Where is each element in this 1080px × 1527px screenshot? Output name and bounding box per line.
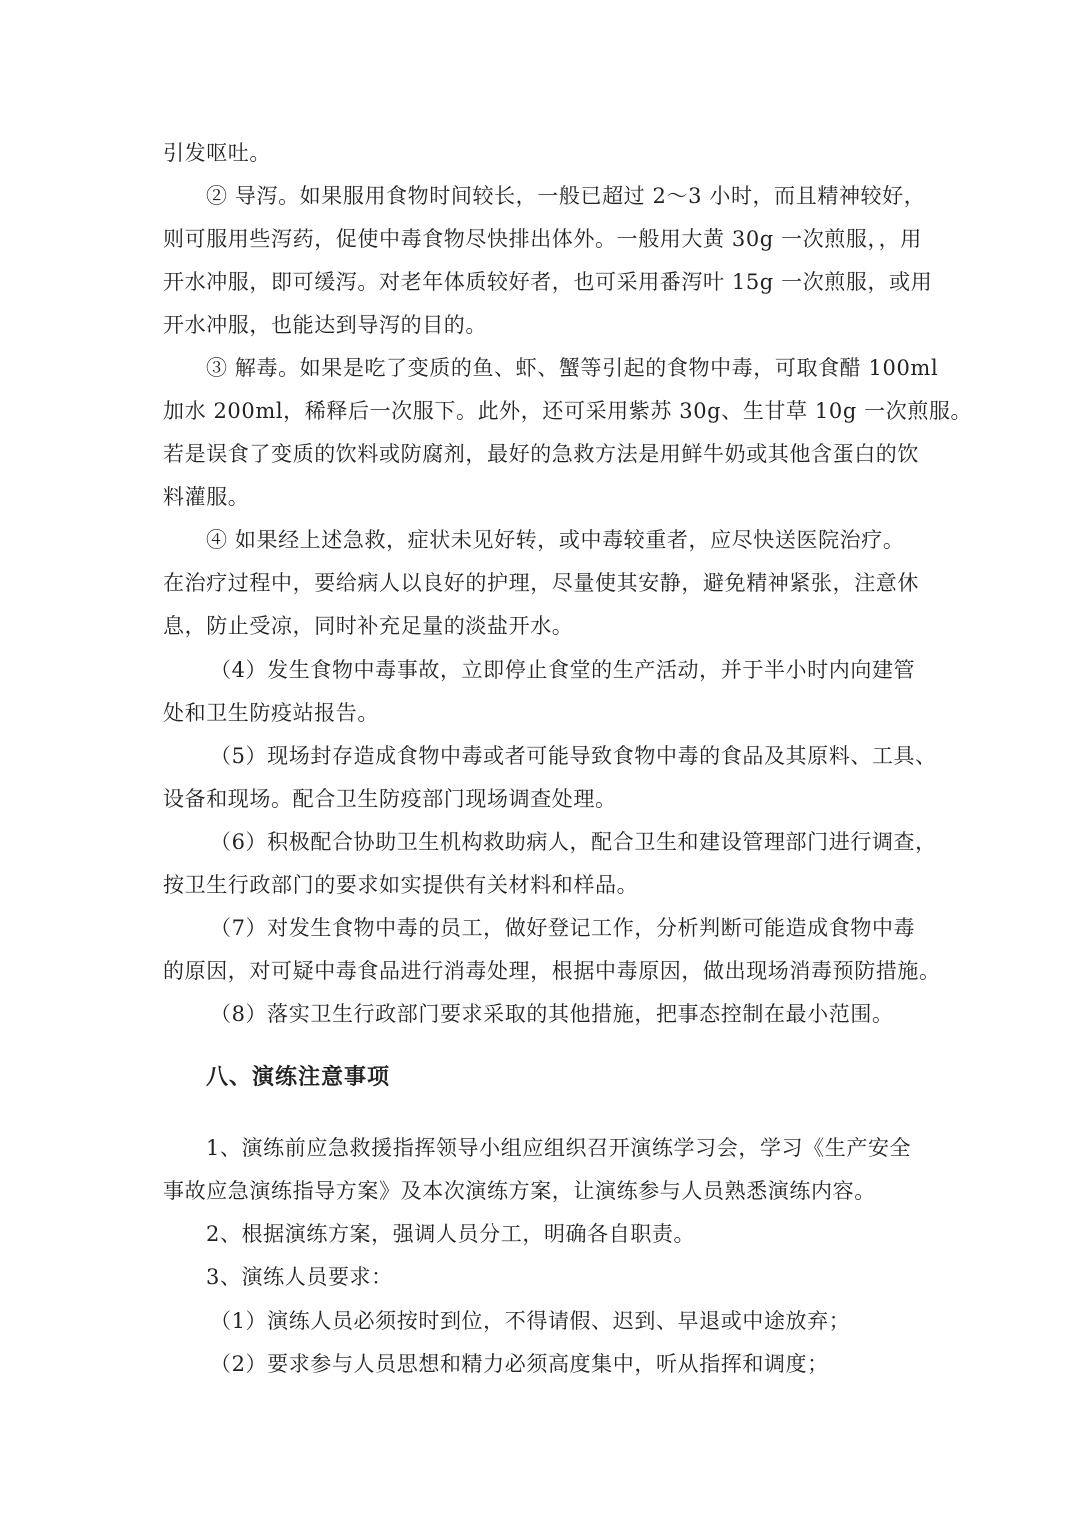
section-heading: 八、演练注意事项: [206, 1065, 391, 1090]
paragraph-line: 料灌服。: [163, 485, 250, 509]
paragraph-line: ② 导泻。如果服用食物时间较长，一般已超过 2～3 小时，而且精神较好，: [206, 184, 926, 208]
paragraph-line: （8）落实卫生行政部门要求采取的其他措施，把事态控制在最小范围。: [210, 1002, 894, 1026]
paragraph-line: ③ 解毒。如果是吃了变质的鱼、虾、蟹等引起的食物中毒，可取食醋 100ml: [206, 356, 939, 380]
paragraph-line: （7）对发生食物中毒的员工，做好登记工作，分析判断可能造成食物中毒: [210, 916, 916, 940]
paragraph-line: 在治疗过程中，要给病人以良好的护理，尽量使其安静，避免精神紧张，注意休: [163, 571, 919, 595]
paragraph-line: （6）积极配合协助卫生机构救助病人，配合卫生和建设管理部门进行调查，: [210, 830, 937, 854]
paragraph-line: 息，防止受凉，同时补充足量的淡盐开水。: [163, 614, 574, 638]
paragraph-line: ④ 如果经上述急救，症状未见好转，或中毒较重者，应尽快送医院治疗。: [206, 528, 905, 552]
paragraph-line: （4）发生食物中毒事故，立即停止食堂的生产活动，并于半小时内向建管: [210, 658, 916, 682]
paragraph-line: 设备和现场。配合卫生防疫部门现场调查处理。: [163, 787, 617, 811]
paragraph-line: 开水冲服，也能达到导泻的目的。: [163, 313, 487, 337]
paragraph-line: 3、演练人员要求：: [206, 1265, 393, 1289]
paragraph-line: （1）演练人员必须按时到位，不得请假、迟到、早退或中途放弃；: [210, 1309, 851, 1333]
paragraph-line: 则可服用些泻药，促使中毒食物尽快排出体外。一般用大黄 30g 一次煎服，，用: [163, 227, 922, 251]
paragraph-line: （5）现场封存造成食物中毒或者可能导致食物中毒的食品及其原料、工具、: [210, 744, 937, 768]
paragraph-line: 开水冲服，即可缓泻。对老年体质较好者，也可采用番泻叶 15g 一次煎服，或用: [163, 270, 933, 294]
paragraph-line: 加水 200ml，稀释后一次服下。此外，还可采用紫苏 30g、生甘草 10g 一次煎服。: [163, 399, 973, 423]
paragraph-line: 事故应急演练指导方案》及本次演练方案，让演练参与人员熟悉演练内容。: [163, 1179, 876, 1203]
paragraph-line: 处和卫生防疫站报告。: [163, 701, 379, 725]
paragraph-line: 的原因，对可疑中毒食品进行消毒处理，根据中毒原因，做出现场消毒预防措施。: [163, 959, 941, 983]
paragraph-line: 按卫生行政部门的要求如实提供有关材料和样品。: [163, 873, 639, 897]
paragraph-line: （2）要求参与人员思想和精力必须高度集中，听从指挥和调度；: [210, 1352, 829, 1376]
paragraph-line: 1、演练前应急救援指挥领导小组应组织召开演练学习会，学习《生产安全: [206, 1136, 912, 1160]
paragraph-line: 引发呕吐。: [163, 141, 271, 165]
paragraph-line: 2、根据演练方案，强调人员分工，明确各自职责。: [206, 1222, 696, 1246]
paragraph-line: 若是误食了变质的饮料或防腐剂，最好的急救方法是用鲜牛奶或其他含蛋白的饮: [163, 442, 919, 466]
